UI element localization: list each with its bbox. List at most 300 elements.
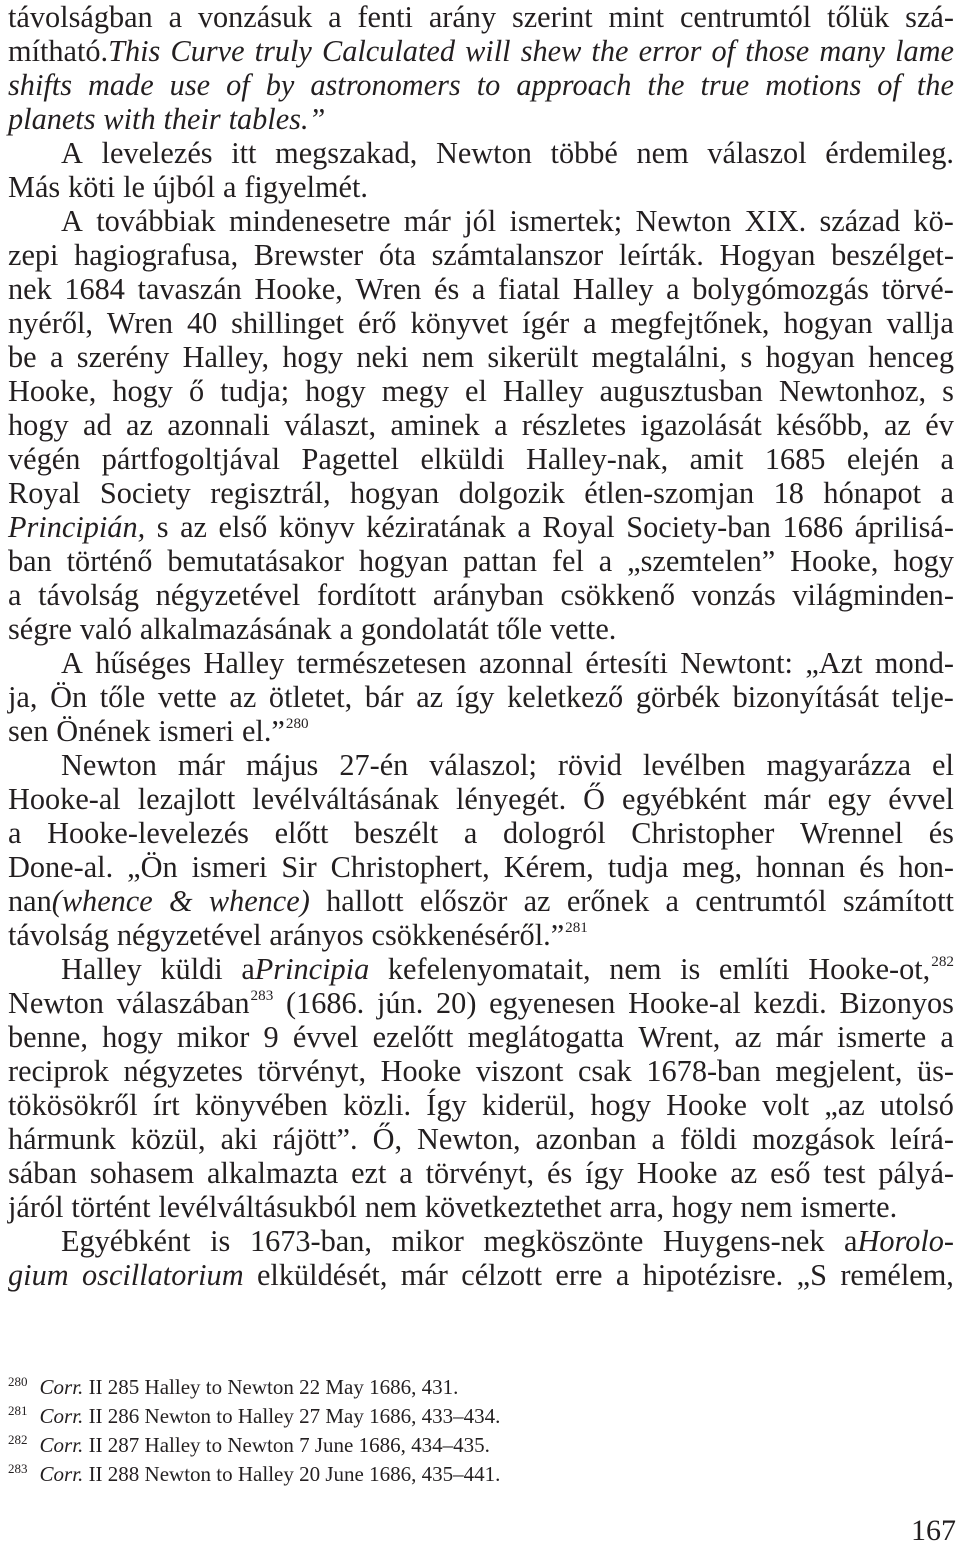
word: 27-én xyxy=(339,748,409,782)
text-line xyxy=(8,306,954,340)
word: & xyxy=(168,884,193,918)
footnote-number: 283 xyxy=(8,1461,28,1477)
word: csökkenéséről.”$^{281}$ xyxy=(371,918,588,952)
footnote-ref: 281 xyxy=(565,919,588,937)
word: megtalálni, xyxy=(591,340,728,374)
word: érdemileg. xyxy=(825,136,954,170)
word: számtalanszor xyxy=(431,238,604,272)
word: megjelent, xyxy=(775,1054,903,1088)
word: ötletet, xyxy=(268,680,353,714)
word: óta xyxy=(378,238,416,272)
word: whence) xyxy=(208,884,310,918)
word: hogy xyxy=(305,374,366,408)
word: század xyxy=(819,204,901,238)
text-line xyxy=(8,272,954,306)
word: aki xyxy=(220,1122,258,1156)
word: bizonyítását xyxy=(732,680,879,714)
word: Hooke-ot,$^{282}$ xyxy=(808,952,954,986)
word: keletkező xyxy=(507,680,624,714)
word: hogy xyxy=(671,1190,733,1224)
word: Hooke-al xyxy=(628,986,741,1020)
word: Wrennel xyxy=(799,816,904,850)
word: ismeri xyxy=(191,850,268,884)
word: bolygómozgás xyxy=(692,272,869,306)
word: Így xyxy=(426,1088,467,1122)
word: Halley xyxy=(572,272,654,306)
word: Christophert, xyxy=(330,850,490,884)
word: törvényt, xyxy=(257,1054,367,1088)
word: honnan xyxy=(756,850,846,884)
text-line xyxy=(8,102,954,136)
word: egyébként xyxy=(622,782,747,816)
word: való xyxy=(79,612,132,646)
word: gondolatát xyxy=(360,612,489,646)
word: lényegét. xyxy=(455,782,567,816)
word: nek xyxy=(8,272,52,306)
word: levélváltásukból xyxy=(158,1190,357,1224)
word: Newtont: xyxy=(680,646,793,680)
word: május xyxy=(245,748,319,782)
word: lezajlott xyxy=(137,782,236,816)
word: a xyxy=(598,544,613,578)
footnote-ref: 280 xyxy=(285,715,309,733)
word: their xyxy=(163,102,221,136)
word: az xyxy=(416,680,444,714)
word: hűséges xyxy=(95,646,192,680)
word: évvel xyxy=(292,1020,359,1054)
word: lame xyxy=(895,34,954,68)
word: ezelőtt xyxy=(372,1020,454,1054)
word: true xyxy=(700,68,750,102)
word: „Azt xyxy=(805,646,863,680)
word: elején xyxy=(846,442,920,476)
word: évvel xyxy=(888,782,954,816)
footnote-text: II 286 Newton to Halley 27 May 1686, 433–434. xyxy=(83,1404,501,1428)
word: küldi xyxy=(160,952,223,986)
word: természetesen xyxy=(296,646,467,680)
word: (1686. xyxy=(286,986,365,1020)
word: már xyxy=(775,1020,823,1054)
footnote-text: II 288 Newton to Halley 20 June 1686, 435–441. xyxy=(83,1462,501,1486)
word: 1685 xyxy=(764,442,826,476)
word: benne, xyxy=(8,1020,88,1054)
word: köti xyxy=(68,170,116,204)
text-line xyxy=(8,748,954,782)
word: „Ön xyxy=(127,850,178,884)
word: hármunk xyxy=(8,1122,116,1156)
text-line xyxy=(8,986,954,1020)
word: első xyxy=(218,510,268,544)
word: those xyxy=(745,34,810,68)
word: el xyxy=(932,748,954,782)
word: távolság xyxy=(8,918,109,952)
word: járól xyxy=(8,1190,64,1224)
word: azonnal xyxy=(478,646,574,680)
word: hogy xyxy=(8,408,69,442)
word: a xyxy=(940,476,954,510)
word: kefelenyomatait, xyxy=(387,952,591,986)
word: Halley xyxy=(61,952,142,986)
word: 1684 xyxy=(64,272,125,306)
word: figyelmét. xyxy=(244,170,368,204)
word: itt xyxy=(231,136,257,170)
word: fenti xyxy=(357,0,413,34)
word: beszélget- xyxy=(831,238,954,272)
word: Society xyxy=(99,476,191,510)
word: Hooke, xyxy=(790,544,879,578)
word: arány xyxy=(428,0,497,34)
word: ígér xyxy=(522,306,570,340)
text-line xyxy=(8,0,954,34)
word: arra, xyxy=(609,1190,665,1224)
footnote-number: 282 xyxy=(8,1432,28,1448)
word: ismerte. xyxy=(800,1190,898,1224)
word: távolság xyxy=(38,578,140,612)
word: Done-al. xyxy=(8,850,114,884)
word: Christopher xyxy=(631,816,775,850)
word: Hooke, xyxy=(254,272,343,306)
text-line xyxy=(8,34,954,68)
word: „szemtelen” xyxy=(627,544,776,578)
word: s xyxy=(740,340,753,374)
word: hallott xyxy=(326,884,404,918)
word: a xyxy=(8,578,22,612)
word: error xyxy=(638,34,702,68)
word: Hooke-al xyxy=(8,782,121,816)
word: Principián, xyxy=(8,510,146,544)
word: Royal xyxy=(542,510,615,544)
word: a xyxy=(666,272,680,306)
word: Hooke, xyxy=(8,374,97,408)
word: egy xyxy=(827,782,872,816)
word: említi xyxy=(718,952,790,986)
word: hogyan xyxy=(783,306,873,340)
footnote xyxy=(8,1373,500,1402)
word: A xyxy=(61,204,83,238)
word: válaszában$^{283}$ xyxy=(116,986,274,1020)
word: tudja xyxy=(607,850,669,884)
word: könyv xyxy=(278,510,355,544)
word: vonzásuk xyxy=(197,0,313,34)
text-line xyxy=(8,782,954,816)
word: alkalmazásának xyxy=(139,612,332,646)
word: meg, xyxy=(682,850,743,884)
word: újból xyxy=(152,170,216,204)
word: Kérem, xyxy=(503,850,594,884)
word: Wren xyxy=(355,272,422,306)
word: Halley xyxy=(502,374,584,408)
footnote-text: II 285 Halley to Newton 22 May 1686, 431. xyxy=(83,1375,459,1399)
text-line xyxy=(8,544,954,578)
word: astronomers xyxy=(310,68,461,102)
word: a xyxy=(940,1020,954,1054)
word: XIX. xyxy=(744,204,807,238)
word: igazolását xyxy=(640,408,762,442)
word: volt xyxy=(762,1088,810,1122)
word: a xyxy=(665,884,679,918)
word: a xyxy=(517,510,531,544)
word: hogy xyxy=(102,1020,163,1054)
word: megfejtőnek, xyxy=(610,306,770,340)
word: szá- xyxy=(905,0,954,34)
footnote-source: Corr. xyxy=(39,1433,84,1457)
word: étlen-szomjan xyxy=(584,476,755,510)
word: vonzás xyxy=(691,578,776,612)
word: szerény xyxy=(76,340,170,374)
word: történő xyxy=(66,544,153,578)
word: már xyxy=(400,1258,448,1292)
word: meglátogatta xyxy=(467,1020,625,1054)
word: év xyxy=(925,408,954,442)
word: Hooke xyxy=(636,1156,718,1190)
word: pártfogoltjával xyxy=(101,442,281,476)
word: elküldését, xyxy=(256,1258,388,1292)
word: törvényt, xyxy=(425,1156,535,1190)
word: approach xyxy=(516,68,632,102)
word: többé xyxy=(550,136,618,170)
word: következtethet xyxy=(424,1190,602,1224)
word: magyarázza xyxy=(766,748,912,782)
word: the xyxy=(916,68,954,102)
word: könyvében xyxy=(194,1088,328,1122)
word: Sir xyxy=(281,850,317,884)
word: mint xyxy=(608,0,665,34)
word: utolsó xyxy=(879,1088,954,1122)
word: tőle xyxy=(496,612,543,646)
word: erre xyxy=(555,1258,603,1292)
word: hipotézisre. xyxy=(642,1258,784,1292)
text-line xyxy=(8,1088,954,1122)
word: remélem, xyxy=(840,1258,954,1292)
word: zepi xyxy=(8,238,59,272)
body-text xyxy=(8,0,954,1292)
word: dolgozik xyxy=(458,476,565,510)
word: ségre xyxy=(8,612,72,646)
word: hogyan xyxy=(350,476,440,510)
word: centrumtól xyxy=(679,0,812,34)
word: Ön xyxy=(50,680,88,714)
word: ismerte xyxy=(837,1020,927,1054)
word: sikerült xyxy=(487,340,579,374)
word: A xyxy=(61,646,83,680)
word: a xyxy=(222,170,237,204)
word: világminden- xyxy=(792,578,954,612)
word: kiderül, xyxy=(481,1088,576,1122)
word: megköszönte xyxy=(483,1224,644,1258)
word: with xyxy=(103,102,156,136)
word: először xyxy=(419,884,508,918)
page xyxy=(8,0,954,1292)
word: Curve xyxy=(170,34,245,68)
word: csökkenő xyxy=(560,578,675,612)
word: történt xyxy=(71,1190,151,1224)
word: 40 xyxy=(186,306,218,340)
word: mozgások xyxy=(752,1122,876,1156)
word: ja, xyxy=(8,680,38,714)
word: ő xyxy=(188,374,205,408)
word: 1686 xyxy=(782,510,844,544)
word: test xyxy=(823,1156,866,1190)
word: megy xyxy=(381,374,450,408)
word: is xyxy=(210,1224,231,1258)
word: Newtonhoz, xyxy=(778,374,927,408)
word: Newton, xyxy=(417,1122,521,1156)
word: Newton xyxy=(435,136,532,170)
word: the xyxy=(591,34,629,68)
word: Hogyan xyxy=(719,238,816,272)
word: hagiografusa, xyxy=(74,238,239,272)
word: tőlük xyxy=(827,0,890,34)
word: levelezés xyxy=(101,136,213,170)
word: a xyxy=(651,1122,665,1156)
text-line xyxy=(8,204,954,238)
word: később, xyxy=(776,408,870,442)
word: A xyxy=(61,136,83,170)
word: Halley, xyxy=(182,340,270,374)
word: Society-ban xyxy=(626,510,771,544)
word: közli. xyxy=(342,1088,412,1122)
word: Halley xyxy=(203,646,285,680)
word: a xyxy=(463,816,478,850)
word: will xyxy=(465,34,511,68)
word: nyéről, xyxy=(8,306,93,340)
text-line xyxy=(8,952,954,986)
word: augusztusban xyxy=(599,374,763,408)
word: sában xyxy=(8,1156,77,1190)
word: kéziratának xyxy=(366,510,506,544)
word: mikor xyxy=(176,1020,250,1054)
word: számított xyxy=(842,884,954,918)
footnote-source: Corr. xyxy=(39,1375,84,1399)
text-line xyxy=(8,170,954,204)
word: a xyxy=(494,408,508,442)
word: és xyxy=(434,272,460,306)
word: az xyxy=(730,1156,758,1190)
word: négyzetével xyxy=(155,578,301,612)
word: áprilisá- xyxy=(854,510,954,544)
word: Wrent, xyxy=(638,1020,721,1054)
text-line xyxy=(8,918,954,952)
footnote-source: Corr. xyxy=(39,1404,84,1428)
word: egyenesen xyxy=(489,986,616,1020)
word: hogy xyxy=(590,1088,651,1122)
word: részletes xyxy=(521,408,627,442)
word: leírták. xyxy=(618,238,704,272)
word: gium xyxy=(8,1258,69,1292)
word: értesíti xyxy=(585,646,668,680)
word: of xyxy=(711,34,736,68)
word: válaszol; xyxy=(429,748,537,782)
word: reciprok xyxy=(8,1054,109,1088)
word: sohasem xyxy=(89,1156,195,1190)
word: azonnali xyxy=(167,408,270,442)
word: oscillatorium xyxy=(82,1258,244,1292)
word: azonban xyxy=(535,1122,637,1156)
text-line xyxy=(8,238,954,272)
word: mítható.This xyxy=(8,34,161,68)
word: by xyxy=(265,68,295,102)
word: hon- xyxy=(898,850,954,884)
word: le xyxy=(123,170,145,204)
word: vallja xyxy=(886,306,954,340)
word: a xyxy=(399,1156,413,1190)
word: alkalmazta xyxy=(207,1156,339,1190)
word: földi xyxy=(679,1122,738,1156)
word: el xyxy=(465,374,487,408)
word: ezt xyxy=(351,1156,387,1190)
word: Newton xyxy=(8,986,104,1020)
word: Ő xyxy=(583,782,606,816)
word: Egyébként xyxy=(61,1224,191,1258)
word: shew xyxy=(520,34,582,68)
word: nan(whence xyxy=(8,884,153,918)
word: 1673-ban, xyxy=(249,1224,372,1258)
word: viszont xyxy=(475,1054,564,1088)
word: of xyxy=(226,68,250,102)
text-line xyxy=(8,816,954,850)
text-line xyxy=(8,1020,954,1054)
word: the xyxy=(647,68,685,102)
word: 1678-ban xyxy=(646,1054,761,1088)
word: érő xyxy=(357,306,397,340)
word: shillinget xyxy=(231,306,344,340)
word: előtt xyxy=(274,816,329,850)
word: Royal xyxy=(8,476,81,510)
word: ban xyxy=(8,544,52,578)
word: eső xyxy=(770,1156,811,1190)
word: nem xyxy=(421,340,475,374)
word: ismeri xyxy=(158,714,235,748)
word: célzott xyxy=(461,1258,543,1292)
word: jól xyxy=(464,204,497,238)
word: fiatal xyxy=(497,272,561,306)
word: arányban xyxy=(432,578,544,612)
word: négyzetével xyxy=(116,918,262,952)
word: amit xyxy=(689,442,744,476)
word: Brewster xyxy=(253,238,364,272)
word: nem xyxy=(740,1190,793,1224)
text-line xyxy=(8,884,954,918)
word: tudja; xyxy=(220,374,290,408)
word: planets xyxy=(8,102,96,136)
text-line xyxy=(8,578,954,612)
word: az xyxy=(180,510,207,544)
text-line xyxy=(8,612,954,646)
page-number: 167 xyxy=(911,1514,956,1547)
word: arányos xyxy=(269,918,364,952)
text-line xyxy=(8,680,954,714)
word: Wren xyxy=(106,306,173,340)
text-line xyxy=(8,1258,954,1292)
word: tökösökről xyxy=(8,1088,138,1122)
text-line xyxy=(8,714,954,748)
word: vette. xyxy=(549,612,617,646)
word: mindenesetre xyxy=(228,204,391,238)
word: a xyxy=(940,442,954,476)
word: Hooke xyxy=(380,1054,462,1088)
word: Bizonyos xyxy=(839,986,954,1020)
word: így xyxy=(455,680,495,714)
word: kö- xyxy=(913,204,954,238)
word: jún. xyxy=(377,986,424,1020)
word: a xyxy=(615,1258,630,1292)
text-line xyxy=(8,850,954,884)
word: az xyxy=(229,680,257,714)
word: a xyxy=(583,306,597,340)
text-line xyxy=(8,476,954,510)
word: aPrincipia xyxy=(241,952,370,986)
word: aminek xyxy=(390,408,480,442)
